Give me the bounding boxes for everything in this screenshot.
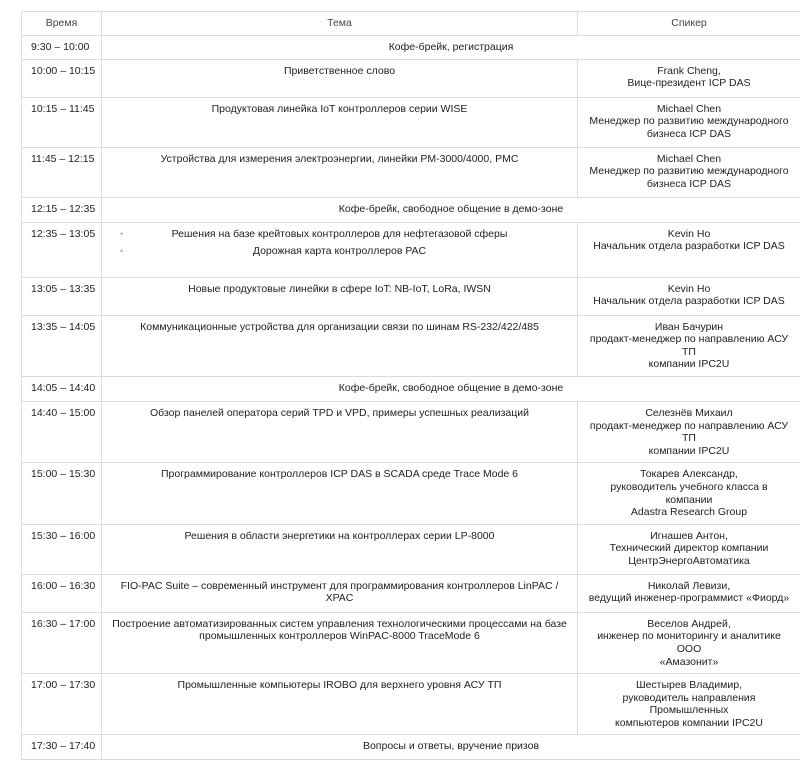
schedule-row xyxy=(22,376,800,401)
topic-list-item: • Дорожная карта контроллеров PAC xyxy=(110,245,569,258)
speaker-role: Технический директор компании xyxy=(586,542,792,555)
session-speaker xyxy=(578,401,800,462)
schedule-row xyxy=(22,277,800,315)
session-speaker xyxy=(578,612,800,673)
session-time: 13:35 – 14:05 xyxy=(22,315,102,376)
session-topic: Решения в области энергетики на контроллерах серии LP-8000 xyxy=(102,524,578,574)
session-topic: Промышленные компьютеры IROBO для верхнего уровня АСУ ТП xyxy=(102,674,578,735)
session-speaker xyxy=(578,97,800,147)
schedule-row xyxy=(22,315,800,376)
session-speaker xyxy=(578,147,800,197)
session-topic: FIO-PAC Suite – современный инструмент для программирования контроллеров LinPAC / XPAC xyxy=(102,574,578,612)
break-description: Кофе-брейк, регистрация xyxy=(102,36,800,60)
speaker-role: инженер по мониторингу и аналитике ООО xyxy=(586,630,792,655)
speaker-name: Kevin Ho xyxy=(586,228,792,241)
session-speaker xyxy=(578,524,800,574)
session-time: 12:35 – 13:05 xyxy=(22,222,102,277)
speaker-name: Токарев Александр, xyxy=(586,468,792,481)
header-row xyxy=(22,12,800,36)
speaker-role: руководитель направления Промышленных xyxy=(586,692,792,717)
session-speaker xyxy=(578,277,800,315)
speaker-role: Вице-президент ICP DAS xyxy=(586,77,792,90)
speaker-role: Adastra Research Group xyxy=(586,506,792,519)
session-time: 14:40 – 15:00 xyxy=(22,401,102,462)
topic-list-item: • Решения на базе крейтовых контроллеров для нефтегазовой сферы xyxy=(110,228,569,246)
break-description: Вопросы и ответы, вручение призов xyxy=(102,735,800,760)
session-time: 10:00 – 10:15 xyxy=(22,59,102,97)
schedule-row xyxy=(22,222,800,277)
schedule-body xyxy=(22,36,800,760)
schedule-row xyxy=(22,674,800,735)
speaker-name: Иван Бачурин xyxy=(586,321,792,334)
schedule-container xyxy=(21,11,800,760)
session-time: 11:45 – 12:15 xyxy=(22,147,102,197)
speaker-role: руководитель учебного класса в компании xyxy=(586,481,792,506)
session-time: 10:15 – 11:45 xyxy=(22,97,102,147)
column-header-speaker: Спикер xyxy=(578,12,800,36)
session-time: 14:05 – 14:40 xyxy=(22,376,102,401)
schedule-row xyxy=(22,612,800,673)
speaker-name: Селезнёв Михаил xyxy=(586,407,792,420)
column-header-time: Время xyxy=(22,12,102,36)
session-time: 17:00 – 17:30 xyxy=(22,674,102,735)
session-time: 15:30 – 16:00 xyxy=(22,524,102,574)
speaker-name: Frank Cheng, xyxy=(586,65,792,78)
schedule-row xyxy=(22,147,800,197)
session-topic xyxy=(102,222,578,277)
schedule-row xyxy=(22,97,800,147)
session-time: 15:00 – 15:30 xyxy=(22,463,102,524)
break-description: Кофе-брейк, свободное общение в демо-зоне xyxy=(102,376,800,401)
session-speaker xyxy=(578,222,800,277)
session-speaker xyxy=(578,315,800,376)
column-header-topic: Тема xyxy=(102,12,578,36)
session-speaker xyxy=(578,463,800,524)
session-time: 9:30 – 10:00 xyxy=(22,36,102,60)
speaker-role: Начальник отдела разработки ICP DAS xyxy=(586,240,792,253)
session-speaker xyxy=(578,674,800,735)
session-topic: Устройства для измерения электроэнергии, линейки PM-3000/4000, PMC xyxy=(102,147,578,197)
session-time: 13:05 – 13:35 xyxy=(22,277,102,315)
session-topic: Построение автоматизированных систем управления технологическими процессами на базе промышленных контроллеров WinPAC-8000 TraceMode 6 xyxy=(102,612,578,673)
session-topic: Приветственное слово xyxy=(102,59,578,97)
speaker-role: «Амазонит» xyxy=(586,656,792,669)
session-speaker xyxy=(578,59,800,97)
speaker-name: Веселов Андрей, xyxy=(586,618,792,631)
speaker-role: продакт-менеджер по направлению АСУ ТП xyxy=(586,333,792,358)
session-topic: Обзор панелей оператора серий TPD и VPD, примеры успешных реализаций xyxy=(102,401,578,462)
topic-list xyxy=(110,228,569,258)
schedule-table xyxy=(21,11,800,760)
schedule-row xyxy=(22,574,800,612)
schedule-row xyxy=(22,197,800,222)
speaker-role: бизнеса ICP DAS xyxy=(586,178,792,191)
session-time: 17:30 – 17:40 xyxy=(22,735,102,760)
speaker-name: Игнашев Антон, xyxy=(586,530,792,543)
speaker-name: Николай Левизи, xyxy=(586,580,792,593)
speaker-role: ЦентрЭнергоАвтоматика xyxy=(586,555,792,568)
schedule-row xyxy=(22,59,800,97)
speaker-name: Kevin Ho xyxy=(586,283,792,296)
speaker-role: бизнеса ICP DAS xyxy=(586,128,792,141)
speaker-name: Michael Chen xyxy=(586,103,792,116)
speaker-name: Шестырев Владимир, xyxy=(586,679,792,692)
session-time: 16:00 – 16:30 xyxy=(22,574,102,612)
speaker-role: Начальник отдела разработки ICP DAS xyxy=(586,295,792,308)
session-speaker xyxy=(578,574,800,612)
session-topic: Новые продуктовые линейки в сфере IoT: NB-IoT, LoRa, IWSN xyxy=(102,277,578,315)
session-topic: Продуктовая линейка IoT контроллеров серии WISE xyxy=(102,97,578,147)
schedule-row xyxy=(22,524,800,574)
schedule-row xyxy=(22,401,800,462)
speaker-role: ведущий инженер-программист «Фиорд» xyxy=(586,592,792,605)
schedule-row xyxy=(22,36,800,60)
session-topic: Коммуникационные устройства для организации связи по шинам RS-232/422/485 xyxy=(102,315,578,376)
speaker-role: компании IPC2U xyxy=(586,358,792,371)
session-topic: Программирование контроллеров ICP DAS в SCADA среде Trace Mode 6 xyxy=(102,463,578,524)
break-description: Кофе-брейк, свободное общение в демо-зоне xyxy=(102,197,800,222)
speaker-role: компании IPC2U xyxy=(586,445,792,458)
schedule-row xyxy=(22,463,800,524)
schedule-row xyxy=(22,735,800,760)
speaker-role: Менеджер по развитию международного xyxy=(586,165,792,178)
speaker-role: Менеджер по развитию международного xyxy=(586,115,792,128)
session-time: 12:15 – 12:35 xyxy=(22,197,102,222)
schedule-header xyxy=(22,12,800,36)
session-time: 16:30 – 17:00 xyxy=(22,612,102,673)
speaker-role: продакт-менеджер по направлению АСУ ТП xyxy=(586,420,792,445)
speaker-name: Michael Chen xyxy=(586,153,792,166)
speaker-role: компьютеров компании IPC2U xyxy=(586,717,792,730)
